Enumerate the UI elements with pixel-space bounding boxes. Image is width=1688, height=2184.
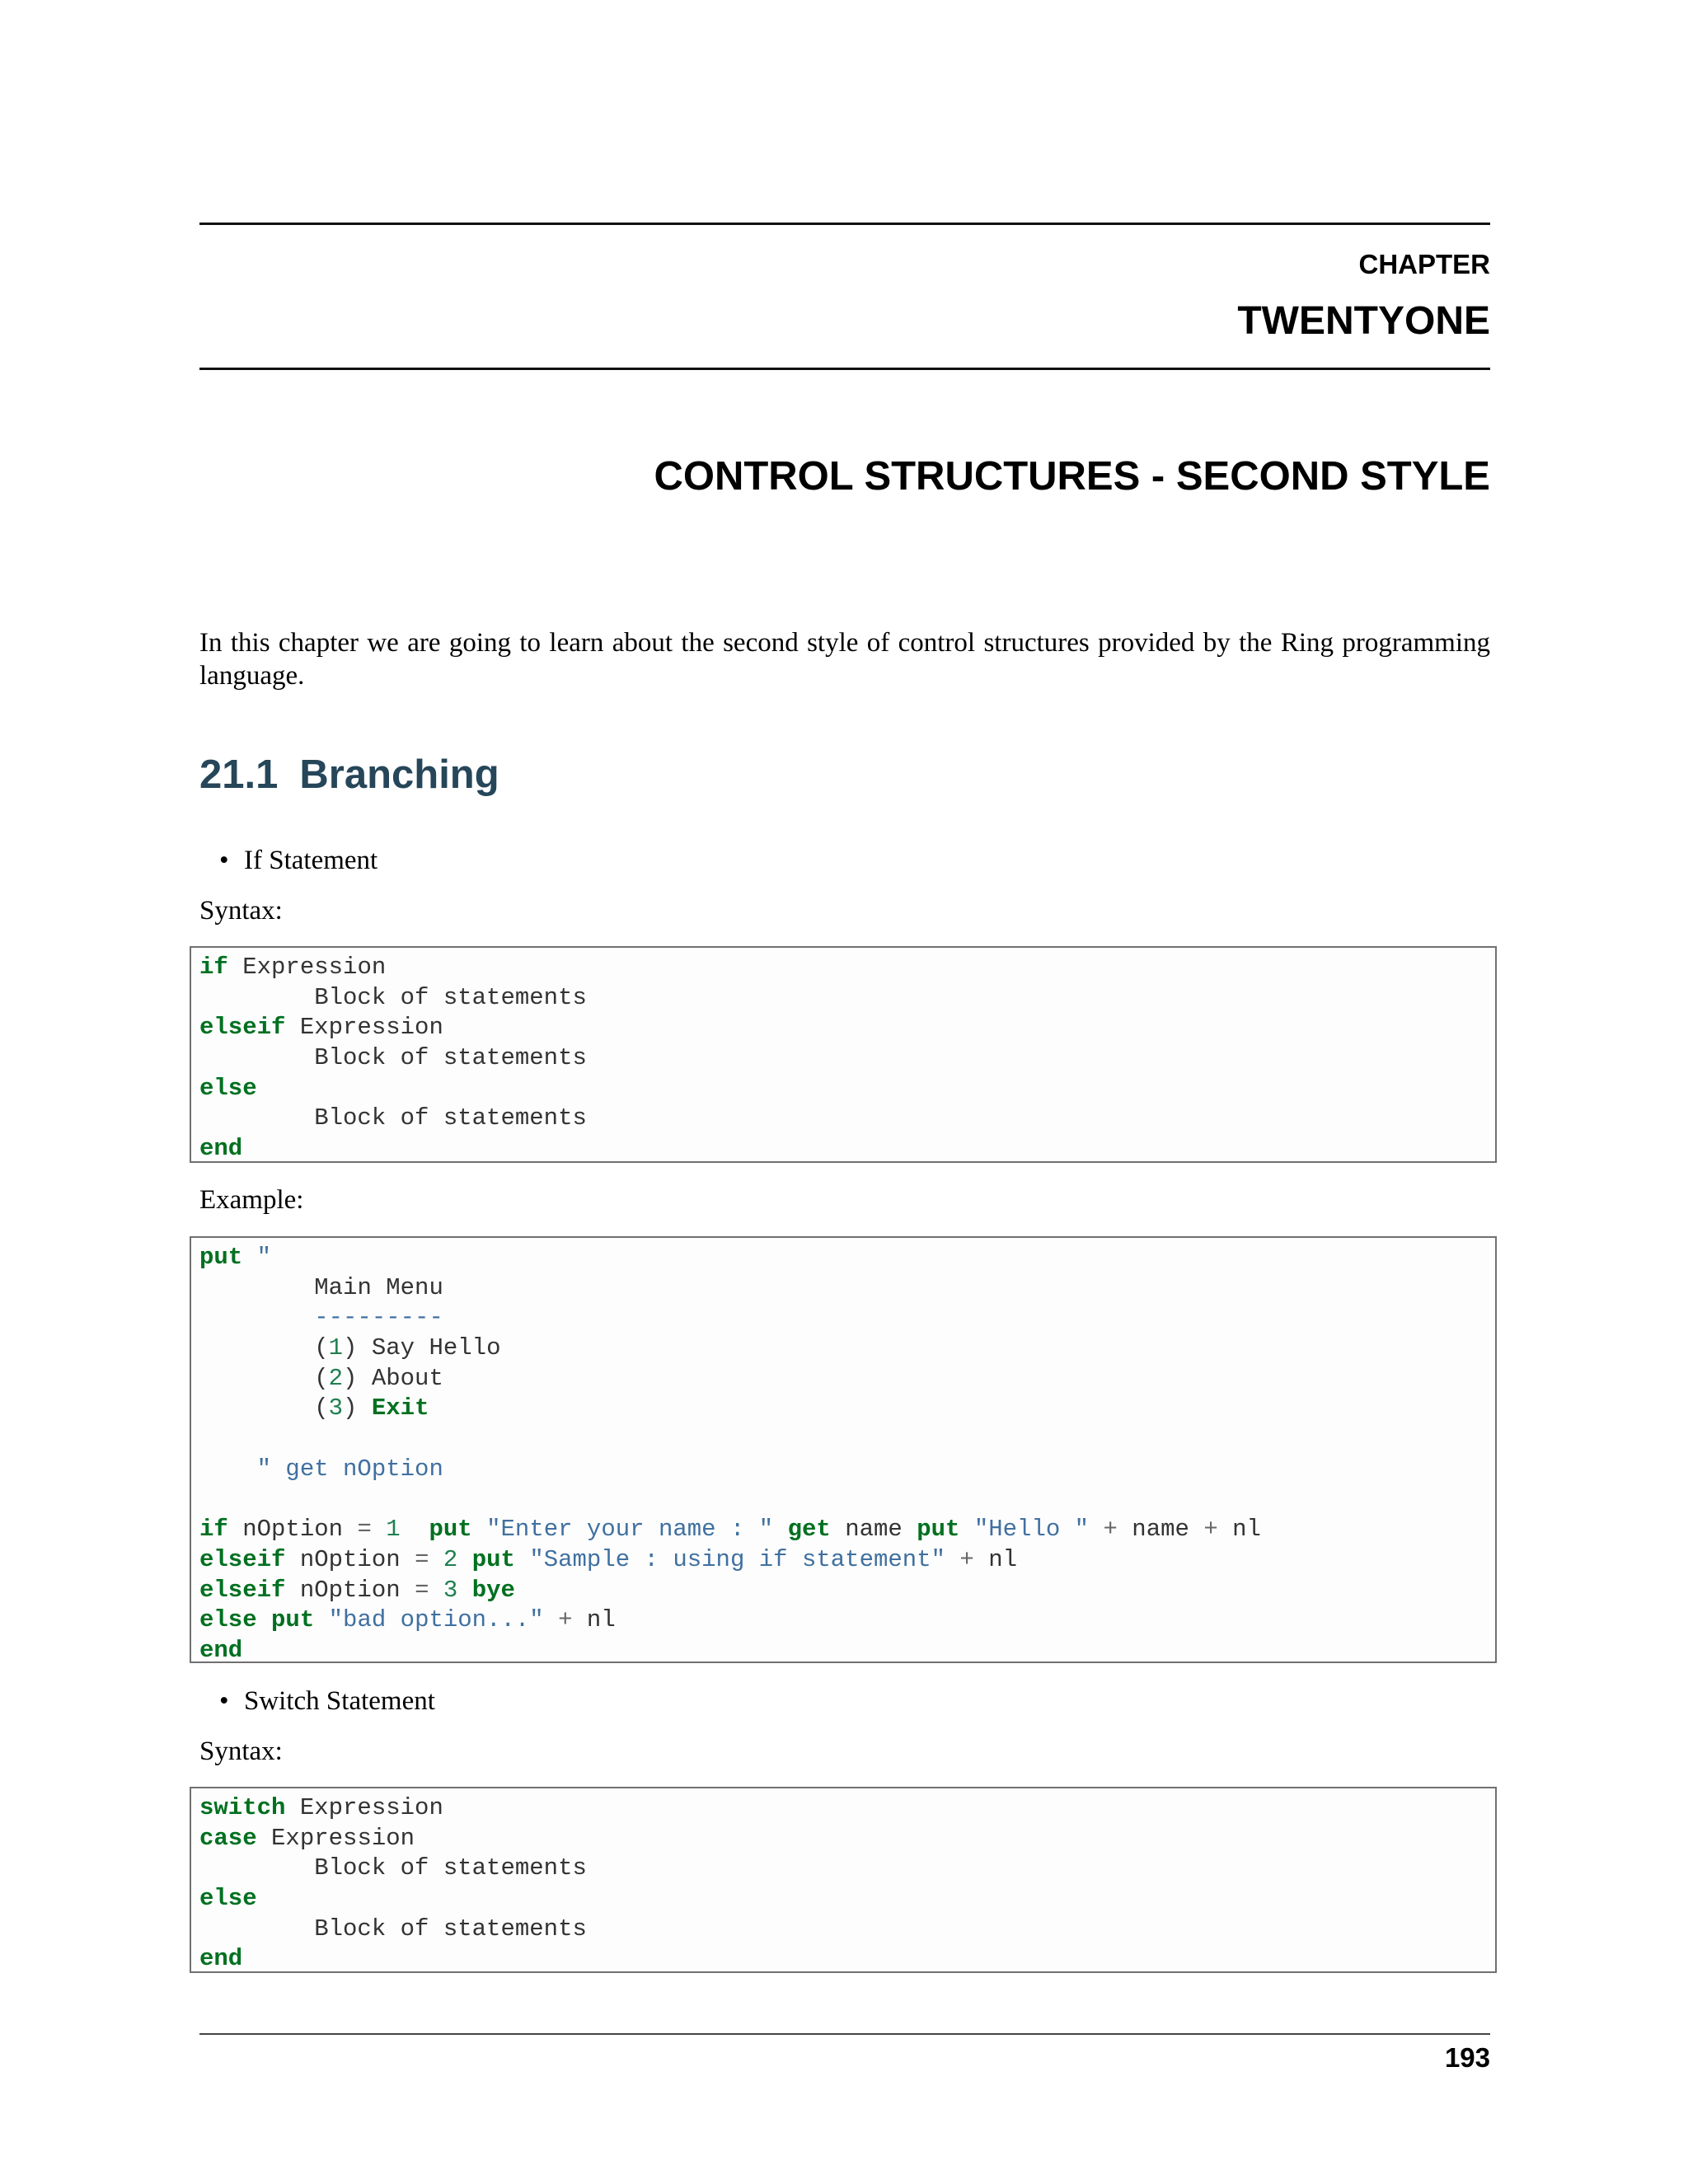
chapter-top-rule — [199, 223, 1490, 225]
code-token: else — [199, 1074, 257, 1102]
list-item-switch-statement — [219, 1686, 435, 1717]
code-token: " — [256, 1244, 272, 1271]
code-token: ( — [199, 1334, 329, 1362]
code-line — [199, 983, 1495, 1014]
code-token: 3 — [443, 1576, 458, 1604]
code-token: Expression — [285, 1794, 443, 1821]
code-token — [372, 1516, 386, 1543]
code-line — [199, 1303, 1495, 1333]
code-token: else — [199, 1606, 257, 1634]
code-line — [199, 1455, 1495, 1485]
code-line — [199, 1545, 1495, 1576]
code-token: + — [959, 1545, 974, 1573]
code-token — [257, 1606, 271, 1633]
code-line — [199, 1576, 1495, 1606]
code-line — [199, 1854, 1495, 1884]
code-token: "bad option..." — [328, 1606, 544, 1634]
code-line — [199, 1884, 1495, 1915]
code-token: end — [199, 1135, 243, 1163]
chapter-bottom-rule — [199, 368, 1490, 370]
code-line — [199, 1013, 1495, 1043]
code-line — [199, 1915, 1495, 1945]
code-token: --------- — [199, 1304, 443, 1332]
code-token: + — [1103, 1516, 1118, 1544]
section-heading — [199, 752, 499, 798]
code-token: "Hello " — [973, 1516, 1090, 1544]
section-title: Branching — [299, 752, 499, 797]
code-token: put — [429, 1516, 472, 1544]
code-token — [429, 1546, 443, 1573]
code-line — [199, 1793, 1495, 1824]
code-token: switch — [199, 1794, 286, 1821]
code-token: end — [199, 1636, 243, 1663]
code-token: put — [271, 1606, 315, 1634]
code-token — [429, 1577, 443, 1604]
code-token: Block of statements — [199, 1104, 587, 1132]
code-token: put — [471, 1545, 515, 1573]
code-token: = — [415, 1545, 429, 1573]
page-number: 193 — [1444, 2042, 1490, 2073]
code-token: Main Menu — [314, 1273, 443, 1301]
code-token — [472, 1516, 486, 1543]
code-line — [199, 1485, 1495, 1516]
syntax-label: Syntax: — [199, 896, 283, 926]
code-token: end — [199, 1945, 243, 1973]
code-line — [199, 1333, 1495, 1364]
section-number: 21.1 — [199, 752, 279, 797]
code-token — [1089, 1516, 1103, 1543]
code-token — [242, 1244, 256, 1271]
code-token: name — [1117, 1516, 1204, 1544]
code-token — [959, 1516, 973, 1543]
code-token — [515, 1546, 529, 1573]
code-token: = — [415, 1576, 429, 1604]
code-token — [544, 1606, 558, 1633]
code-token: name — [830, 1516, 917, 1544]
code-token: " get nOption — [199, 1455, 443, 1483]
code-block-if-example — [190, 1236, 1497, 1663]
code-token: 1 — [386, 1516, 401, 1544]
code-token: elseif — [199, 1576, 286, 1604]
code-line — [199, 1243, 1495, 1273]
code-line — [199, 1394, 1495, 1424]
code-token: 2 — [443, 1545, 458, 1573]
list-item-label: If Statement — [244, 846, 378, 875]
code-token — [457, 1577, 471, 1604]
code-token: Block of statements — [199, 1044, 587, 1072]
code-token: nl — [973, 1545, 1018, 1573]
code-token: + — [1203, 1516, 1218, 1544]
code-token: ) — [343, 1394, 372, 1422]
code-token: nOption — [285, 1576, 415, 1604]
bullet-icon: • — [219, 1686, 229, 1716]
code-token: nl — [572, 1606, 616, 1634]
code-line — [199, 1824, 1495, 1854]
code-token: get — [787, 1516, 831, 1544]
code-line — [199, 953, 1495, 983]
chapter-label: CHAPTER — [1358, 249, 1490, 279]
code-token: elseif — [199, 1014, 286, 1042]
code-line — [199, 1134, 1495, 1163]
code-token: else — [199, 1885, 257, 1913]
code-line — [199, 1605, 1495, 1636]
chapter-number-word: TWENTYONE — [1237, 299, 1490, 343]
code-token: nOption — [227, 1516, 358, 1544]
code-token: Block of statements — [199, 1854, 587, 1882]
list-item-if-statement — [219, 846, 378, 876]
code-token: Block of statements — [199, 1915, 587, 1943]
syntax-label: Syntax: — [199, 1736, 283, 1766]
code-token: bye — [471, 1576, 515, 1604]
code-token: ( — [199, 1394, 329, 1422]
code-token: if — [199, 954, 228, 981]
code-token — [314, 1606, 328, 1633]
code-block-switch-syntax — [190, 1787, 1497, 1973]
code-token: put — [199, 1244, 243, 1271]
code-line — [199, 1104, 1495, 1134]
code-token: ( — [199, 1364, 329, 1392]
code-token: Exit — [371, 1394, 429, 1422]
code-token — [457, 1546, 471, 1573]
code-token: "Sample : using if statement" — [529, 1545, 945, 1573]
code-token: + — [558, 1606, 573, 1634]
code-token: nOption — [285, 1545, 415, 1573]
code-token: if — [199, 1516, 228, 1544]
code-token — [199, 1274, 314, 1301]
code-token — [773, 1516, 787, 1543]
code-token: case — [199, 1824, 257, 1852]
intro-paragraph: In this chapter we are going to learn about the second style of control structures provided by the Ring programming language. — [199, 628, 1490, 691]
code-line — [199, 1944, 1495, 1973]
code-token: 1 — [328, 1334, 344, 1362]
code-token: 2 — [328, 1364, 344, 1392]
code-token: Expression — [227, 954, 387, 981]
code-token: elseif — [199, 1545, 286, 1573]
code-line — [199, 1364, 1495, 1394]
code-line — [199, 1043, 1495, 1074]
bullet-icon: • — [219, 846, 229, 875]
code-line — [199, 1424, 1495, 1455]
code-line — [199, 1074, 1495, 1104]
code-line — [199, 1273, 1495, 1304]
code-line — [199, 1636, 1495, 1663]
code-line — [199, 1515, 1495, 1545]
code-token: 3 — [328, 1394, 344, 1422]
code-token: = — [357, 1516, 372, 1544]
code-token: Block of statements — [199, 983, 587, 1011]
code-token: nl — [1217, 1516, 1261, 1544]
code-token: ) About — [343, 1364, 443, 1392]
code-token — [945, 1546, 959, 1573]
code-token: Expression — [256, 1824, 415, 1852]
example-label: Example: — [199, 1185, 304, 1215]
footer-rule — [199, 2033, 1490, 2035]
code-token — [401, 1516, 429, 1543]
code-token: ) Say Hello — [343, 1334, 501, 1362]
list-item-label: Switch Statement — [244, 1686, 435, 1716]
code-token: "Enter your name : " — [486, 1516, 774, 1544]
code-token: Expression — [285, 1014, 443, 1042]
code-token: put — [917, 1516, 960, 1544]
chapter-title: CONTROL STRUCTURES - SECOND STYLE — [654, 454, 1490, 499]
code-block-if-syntax — [190, 946, 1497, 1163]
